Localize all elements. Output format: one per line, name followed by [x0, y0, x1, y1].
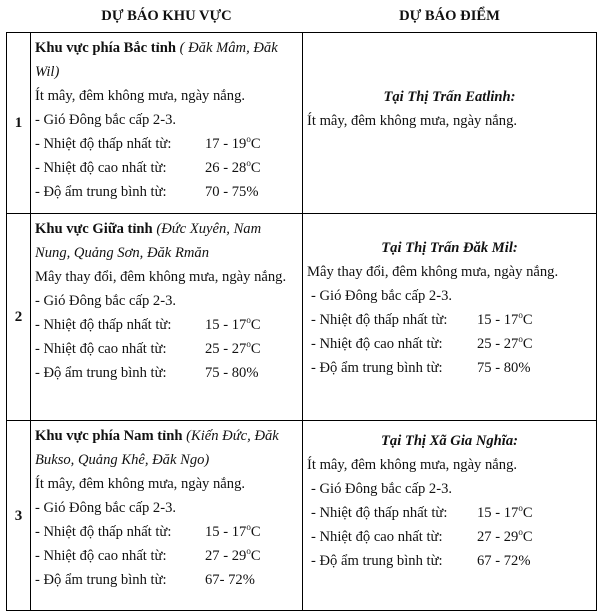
degree-mark: o: [246, 522, 251, 533]
degree-unit: C: [522, 312, 533, 328]
row-number: 1: [7, 33, 31, 214]
header-row: [7, 0, 597, 33]
degree-mark: o: [518, 503, 523, 514]
stat-number: 15 - 17: [205, 317, 247, 333]
region-wind: - Gió Đông bắc cấp 2-3.: [35, 293, 177, 309]
stat-value: [205, 132, 298, 156]
stat-label: - Nhiệt độ thấp nhất từ:: [311, 312, 448, 328]
table-row: [7, 214, 597, 421]
stat-value: 70 - 75%: [205, 184, 259, 200]
degree-mark: o: [518, 527, 523, 538]
region-cell: [31, 33, 303, 214]
stat-label: - Nhiệt độ cao nhất từ:: [35, 548, 167, 564]
degree-mark: o: [246, 315, 251, 326]
stat-number: 15 - 17: [477, 312, 519, 328]
region-tmin: [35, 313, 298, 337]
point-tmax: [307, 525, 592, 549]
stat-label: - Nhiệt độ cao nhất từ:: [311, 529, 443, 545]
point-title: Tại Thị Trấn Đăk Mil:: [381, 240, 518, 256]
stat-number: 25 - 27: [477, 336, 519, 352]
stat-number: 27 - 29: [477, 529, 519, 545]
stat-label: - Nhiệt độ cao nhất từ:: [311, 336, 443, 352]
stat-label: - Độ ẩm trung bình từ:: [35, 365, 167, 381]
stat-number: 17 - 19: [205, 136, 247, 152]
stat-label: - Độ ẩm trung bình từ:: [311, 553, 443, 569]
degree-mark: o: [246, 339, 251, 350]
region-tmax: [35, 337, 298, 361]
region-tmin: [35, 132, 298, 156]
region-desc: Mây thay đổi, đêm không mưa, ngày nắng.: [35, 269, 287, 285]
stat-number: 25 - 27: [205, 341, 247, 357]
degree-unit: C: [250, 136, 261, 152]
point-wind: - Gió Đông bắc cấp 2-3.: [311, 288, 453, 304]
point-humidity: [307, 549, 592, 573]
point-cell: [303, 33, 597, 214]
region-cell: [31, 421, 303, 611]
point-tmin: [307, 308, 592, 332]
region-desc: Ít mây, đêm không mưa, ngày nắng.: [35, 476, 246, 492]
region-cell: [31, 214, 303, 421]
degree-unit: C: [522, 505, 533, 521]
stat-value: 75 - 80%: [205, 365, 259, 381]
degree-mark: o: [518, 334, 523, 345]
stat-label: - Độ ẩm trung bình từ:: [35, 572, 167, 588]
stat-value: [205, 156, 298, 180]
stat-number: 27 - 29: [205, 548, 247, 564]
region-title: [35, 36, 298, 84]
stat-value: [477, 308, 592, 332]
stat-label: - Nhiệt độ cao nhất từ:: [35, 341, 167, 357]
header-point: DỰ BÁO ĐIỂM: [399, 8, 500, 24]
region-tmin: [35, 520, 298, 544]
degree-unit: C: [250, 341, 261, 357]
point-cell: [303, 421, 597, 611]
stat-value: [205, 337, 298, 361]
point-desc: Ít mây, đêm không mưa, ngày nắng.: [307, 457, 518, 473]
stat-value: 67- 72%: [205, 572, 255, 588]
region-title-text: Khu vực phía Nam tỉnh: [35, 428, 183, 444]
stat-value: 67 - 72%: [477, 553, 531, 569]
stat-value: [205, 313, 298, 337]
region-wind: - Gió Đông bắc cấp 2-3.: [35, 500, 177, 516]
stat-label: - Nhiệt độ cao nhất từ:: [35, 160, 167, 176]
stat-value: [477, 332, 592, 356]
row-number: 2: [7, 214, 31, 421]
region-desc: Ít mây, đêm không mưa, ngày nắng.: [35, 88, 246, 104]
region-humidity: [35, 568, 298, 592]
region-subtitle: (Kiến Đức, Đăk Bukso, Quảng Khê, Đăk Ngo): [35, 428, 279, 468]
region-humidity: [35, 361, 298, 385]
row-number: 3: [7, 421, 31, 611]
forecast-table: [6, 0, 597, 611]
stat-number: 15 - 17: [205, 524, 247, 540]
region-tmax: [35, 156, 298, 180]
point-tmin: [307, 501, 592, 525]
stat-value: [477, 525, 592, 549]
point-humidity: [307, 356, 592, 380]
point-desc: Ít mây, đêm không mưa, ngày nắng.: [307, 113, 518, 129]
degree-unit: C: [250, 317, 261, 333]
degree-unit: C: [250, 548, 261, 564]
degree-mark: o: [246, 158, 251, 169]
degree-unit: C: [522, 336, 533, 352]
degree-unit: C: [250, 160, 261, 176]
stat-number: 26 - 28: [205, 160, 247, 176]
stat-value: [205, 544, 298, 568]
point-wind: - Gió Đông bắc cấp 2-3.: [311, 481, 453, 497]
region-title-text: Khu vực Giữa tỉnh: [35, 221, 153, 237]
region-title: [35, 424, 298, 472]
region-humidity: [35, 180, 298, 204]
stat-label: - Nhiệt độ thấp nhất từ:: [35, 317, 172, 333]
stat-label: - Nhiệt độ thấp nhất từ:: [35, 524, 172, 540]
point-title: Tại Thị Xã Gia Nghĩa:: [380, 433, 519, 449]
degree-unit: C: [250, 524, 261, 540]
stat-number: 15 - 17: [477, 505, 519, 521]
table-row: [7, 33, 597, 214]
point-title: Tại Thị Trấn Eatlinh:: [383, 89, 516, 105]
degree-mark: o: [246, 546, 251, 557]
region-tmax: [35, 544, 298, 568]
region-subtitle: (Đức Xuyên, Nam Nung, Quảng Sơn, Đăk Rmăn: [35, 221, 262, 261]
stat-value: 75 - 80%: [477, 360, 531, 376]
stat-label: - Độ ẩm trung bình từ:: [35, 184, 167, 200]
stat-label: - Độ ẩm trung bình từ:: [311, 360, 443, 376]
region-title: [35, 217, 298, 265]
degree-unit: C: [522, 529, 533, 545]
stat-label: - Nhiệt độ thấp nhất từ:: [311, 505, 448, 521]
degree-mark: o: [246, 134, 251, 145]
region-subtitle: ( Đăk Mâm, Đăk Wil): [35, 40, 278, 80]
stat-label: - Nhiệt độ thấp nhất từ:: [35, 136, 172, 152]
stat-value: [205, 520, 298, 544]
point-desc: Mây thay đổi, đêm không mưa, ngày nắng.: [307, 264, 559, 280]
table-row: [7, 421, 597, 611]
point-cell: [303, 214, 597, 421]
header-num: [7, 0, 31, 33]
region-title-text: Khu vực phía Bắc tỉnh: [35, 40, 176, 56]
point-tmax: [307, 332, 592, 356]
header-region: DỰ BÁO KHU VỰC: [101, 8, 232, 24]
stat-value: [477, 501, 592, 525]
degree-mark: o: [518, 310, 523, 321]
region-wind: - Gió Đông bắc cấp 2-3.: [35, 112, 177, 128]
